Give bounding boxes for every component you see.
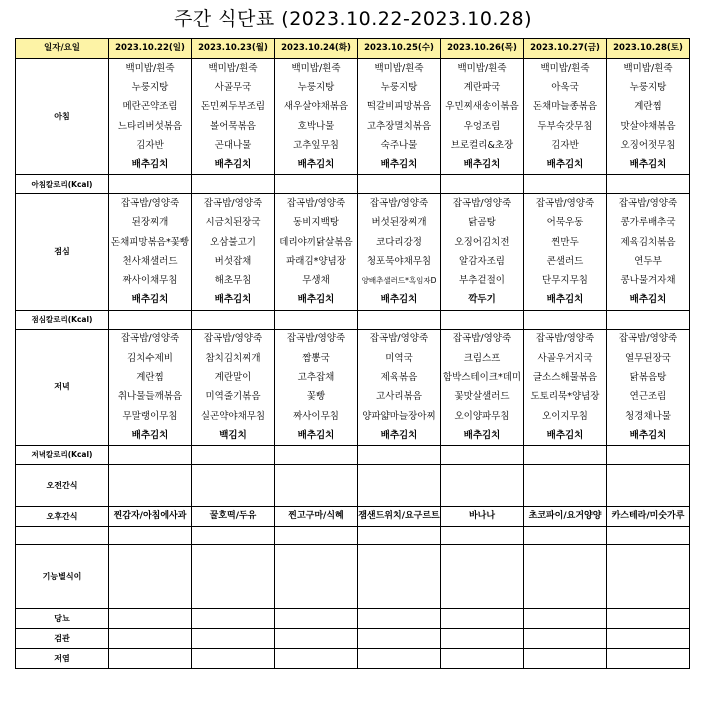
- empty-cell: [192, 649, 275, 669]
- dinner-kcal-row: [16, 446, 690, 465]
- menu-cell: 배추김치: [358, 291, 441, 310]
- menu-cell: 콩나물겨자채: [607, 271, 690, 290]
- menu-cell: 고추잡채: [275, 368, 358, 387]
- menu-cell: 연근조림: [607, 387, 690, 406]
- menu-cell: 잡곡밥/영양죽: [275, 194, 358, 213]
- empty-cell: [441, 649, 524, 669]
- menu-cell: 백김치: [192, 426, 275, 445]
- kcal-cell: [358, 310, 441, 329]
- low-fat-row: [16, 649, 690, 669]
- kcal-cell: [192, 175, 275, 194]
- menu-cell: 새우살야채볶음: [275, 97, 358, 116]
- morning-snack-row: [16, 465, 690, 507]
- empty-cell: [524, 649, 607, 669]
- menu-cell: 오징어젓무침: [607, 136, 690, 155]
- menu-cell: 김자반: [524, 136, 607, 155]
- day-header: 2023.10.26(목): [441, 39, 524, 59]
- kcal-cell: [109, 175, 192, 194]
- empty-cell: [441, 545, 524, 609]
- breakfast-row: [16, 117, 690, 136]
- menu-cell: 깍두기: [441, 291, 524, 310]
- row-label: 검관: [16, 629, 109, 649]
- breakfast-row: [16, 97, 690, 116]
- menu-cell: 잡곡밥/영양죽: [109, 194, 192, 213]
- menu-cell: 콘샐러드: [524, 252, 607, 271]
- menu-cell: 우엉조림: [441, 117, 524, 136]
- empty-cell: [524, 465, 607, 507]
- empty-cell: [16, 527, 109, 545]
- kcal-cell: [441, 446, 524, 465]
- kcal-cell: [441, 310, 524, 329]
- menu-cell: 배추김치: [192, 291, 275, 310]
- menu-cell: 느타리버섯볶음: [109, 117, 192, 136]
- lunch-row: [16, 252, 690, 271]
- header-corner: 일자/요일: [16, 39, 109, 59]
- menu-cell: 버섯잡채: [192, 252, 275, 271]
- breakfast-row: [16, 78, 690, 97]
- menu-cell: 글소스해물볶음: [524, 368, 607, 387]
- menu-cell: 콩가루배추국: [607, 213, 690, 232]
- menu-cell: 맛살야채볶음: [607, 117, 690, 136]
- menu-cell: 짜사이무침: [275, 407, 358, 426]
- breakfast-row: [16, 59, 690, 78]
- menu-cell: 배추김치: [524, 155, 607, 174]
- menu-cell: 배추김치: [192, 155, 275, 174]
- menu-cell: 백미밥/흰죽: [192, 59, 275, 78]
- breakfast-kcal-row: [16, 175, 690, 194]
- menu-cell: 닭볶음탕: [607, 368, 690, 387]
- menu-cell: 청포묵야채무침: [358, 252, 441, 271]
- lunch-row: [16, 291, 690, 310]
- menu-cell: 시금치된장국: [192, 213, 275, 232]
- menu-cell: 계란파국: [441, 78, 524, 97]
- afternoon-snack-row: [16, 507, 690, 527]
- dinner-row: [16, 349, 690, 368]
- menu-cell: 배추김치: [358, 426, 441, 445]
- empty-cell: [275, 629, 358, 649]
- breakfast-row: [16, 155, 690, 174]
- empty-cell: [275, 465, 358, 507]
- menu-cell: 배추김치: [109, 426, 192, 445]
- dinner-row: [16, 426, 690, 445]
- menu-cell: 함박스테이크*데미: [441, 368, 524, 387]
- menu-cell: 백미밥/흰죽: [275, 59, 358, 78]
- menu-cell: 고사리볶음: [358, 387, 441, 406]
- menu-cell: 사골무국: [192, 78, 275, 97]
- lunch-kcal-row: [16, 310, 690, 329]
- menu-cell: 계란찜: [109, 368, 192, 387]
- menu-cell: 아욱국: [524, 78, 607, 97]
- menu-cell: 백미밥/흰죽: [607, 59, 690, 78]
- menu-cell: 닭곰탕: [441, 213, 524, 232]
- menu-cell: 배추김치: [524, 291, 607, 310]
- empty-cell: [192, 527, 275, 545]
- menu-cell: 잡곡밥/영양죽: [441, 329, 524, 348]
- kcal-cell: [524, 446, 607, 465]
- menu-cell: 어묵우동: [524, 213, 607, 232]
- menu-cell: 오징어김치전: [441, 233, 524, 252]
- menu-cell: 잡곡밥/영양죽: [524, 329, 607, 348]
- empty-cell: [109, 465, 192, 507]
- menu-cell: 잡곡밥/영양죽: [109, 329, 192, 348]
- menu-cell: 청경채나물: [607, 407, 690, 426]
- empty-cell: [441, 527, 524, 545]
- menu-cell: 취나물들깨볶음: [109, 387, 192, 406]
- menu-cell: 양배추샐러드*흑임자D: [358, 271, 441, 290]
- menu-cell: 배추김치: [441, 426, 524, 445]
- breakfast-kcal-label: 아침칼로리(Kcal): [16, 175, 109, 194]
- menu-cell: 꽃빵: [275, 387, 358, 406]
- empty-cell: [607, 527, 690, 545]
- menu-cell: 잡곡밥/영양죽: [524, 194, 607, 213]
- menu-cell: 찐만두: [524, 233, 607, 252]
- menu-cell: 우민찌새송이볶음: [441, 97, 524, 116]
- day-header: 2023.10.23(월): [192, 39, 275, 59]
- kcal-cell: [275, 175, 358, 194]
- empty-cell: [192, 545, 275, 609]
- menu-cell: 참치김치찌개: [192, 349, 275, 368]
- kcal-cell: [275, 446, 358, 465]
- menu-cell: 배추김치: [275, 155, 358, 174]
- header-row: [16, 39, 690, 59]
- menu-cell: 김자반: [109, 136, 192, 155]
- kcal-cell: [109, 446, 192, 465]
- empty-cell: [441, 629, 524, 649]
- menu-cell: 미역국: [358, 349, 441, 368]
- menu-cell: 백미밥/흰죽: [358, 59, 441, 78]
- day-header: 2023.10.28(토): [607, 39, 690, 59]
- menu-cell: 사골우거지국: [524, 349, 607, 368]
- lunch-label: 점심: [16, 194, 109, 310]
- menu-cell: 실곤약야채무침: [192, 407, 275, 426]
- kcal-cell: [109, 310, 192, 329]
- menu-cell: 제육볶음: [358, 368, 441, 387]
- empty-cell: [524, 545, 607, 609]
- menu-cell: 메란곤약조림: [109, 97, 192, 116]
- menu-cell: 무생채: [275, 271, 358, 290]
- kcal-cell: [275, 310, 358, 329]
- menu-cell: 천사채샐러드: [109, 252, 192, 271]
- row-label: 저염: [16, 649, 109, 669]
- menu-cell: 배추김치: [275, 291, 358, 310]
- empty-cell: [607, 545, 690, 609]
- kcal-cell: [358, 175, 441, 194]
- empty-cell: [275, 649, 358, 669]
- snack-cell: 찐감자/아침에사과: [109, 507, 192, 527]
- menu-cell: 배추김치: [441, 155, 524, 174]
- menu-cell: 돈민찌두부조림: [192, 97, 275, 116]
- menu-cell: 배추김치: [524, 426, 607, 445]
- dinner-row: [16, 387, 690, 406]
- kcal-cell: [192, 310, 275, 329]
- snack-cell: 잼샌드위치/요구르트: [358, 507, 441, 527]
- empty-cell: [275, 609, 358, 629]
- empty-cell: [607, 629, 690, 649]
- dinner-row: [16, 368, 690, 387]
- kcal-cell: [607, 446, 690, 465]
- menu-cell: 부추겉절이: [441, 271, 524, 290]
- empty-cell: [192, 609, 275, 629]
- menu-cell: 오삼불고기: [192, 233, 275, 252]
- menu-cell: 누룽지탕: [358, 78, 441, 97]
- menu-cell: 백미밥/흰죽: [524, 59, 607, 78]
- menu-cell: 미역줄기볶음: [192, 387, 275, 406]
- menu-cell: 양파얇마늘장아찌: [358, 407, 441, 426]
- menu-cell: 누룽지탕: [607, 78, 690, 97]
- kcal-cell: [607, 175, 690, 194]
- row-label: 오후간식: [16, 507, 109, 527]
- menu-cell: 배추김치: [607, 155, 690, 174]
- menu-cell: 돈채피망볶음*꽃빵: [109, 233, 192, 252]
- lunch-row: [16, 194, 690, 213]
- lunch-kcal-label: 점심칼로리(Kcal): [16, 310, 109, 329]
- row-label: 당뇨: [16, 609, 109, 629]
- empty-cell: [192, 629, 275, 649]
- empty-cell: [358, 527, 441, 545]
- dinner-label: 저녁: [16, 329, 109, 445]
- lunch-row: [16, 271, 690, 290]
- menu-cell: 동비지백탕: [275, 213, 358, 232]
- dinner-kcal-label: 저녁칼로리(Kcal): [16, 446, 109, 465]
- empty-cell: [607, 465, 690, 507]
- empty-cell: [109, 649, 192, 669]
- menu-cell: 데리야끼닭살볶음: [275, 233, 358, 252]
- menu-cell: 단무지무침: [524, 271, 607, 290]
- menu-cell: 배추김치: [358, 155, 441, 174]
- menu-cell: 잡곡밥/영양죽: [607, 329, 690, 348]
- day-header: 2023.10.27(금): [524, 39, 607, 59]
- empty-cell: [358, 465, 441, 507]
- menu-cell: 누룽지탕: [275, 78, 358, 97]
- menu-cell: 배추김치: [275, 426, 358, 445]
- menu-cell: 고추잎무침: [275, 136, 358, 155]
- empty-cell: [524, 609, 607, 629]
- menu-cell: 배추김치: [607, 426, 690, 445]
- menu-cell: 돈채마늘종볶음: [524, 97, 607, 116]
- page-title: 주간 식단표 (2023.10.22-2023.10.28): [173, 8, 533, 30]
- menu-cell: 배추김치: [109, 155, 192, 174]
- menu-cell: 호박나물: [275, 117, 358, 136]
- empty-cell: [358, 545, 441, 609]
- kcal-cell: [524, 310, 607, 329]
- empty-cell: [192, 465, 275, 507]
- menu-cell: 무말랭이무침: [109, 407, 192, 426]
- day-header: 2023.10.22(일): [109, 39, 192, 59]
- dinner-row: [16, 329, 690, 348]
- menu-cell: 코다리강정: [358, 233, 441, 252]
- menu-cell: 누룽지탕: [109, 78, 192, 97]
- breakfast-row: [16, 136, 690, 155]
- day-header: 2023.10.24(화): [275, 39, 358, 59]
- menu-cell: 열무된장국: [607, 349, 690, 368]
- functional-food-row: [16, 545, 690, 609]
- menu-cell: 잡곡밥/영양죽: [441, 194, 524, 213]
- empty-cell: [109, 545, 192, 609]
- empty-cell: [109, 609, 192, 629]
- day-header: 2023.10.25(수): [358, 39, 441, 59]
- menu-cell: 잡곡밥/영양죽: [358, 194, 441, 213]
- dinner-row: [16, 407, 690, 426]
- meal-plan-table: [15, 38, 690, 669]
- menu-cell: 잡곡밥/영양죽: [192, 329, 275, 348]
- snack-cell: 카스테라/미숫가루: [607, 507, 690, 527]
- menu-cell: 잡곡밥/영양죽: [275, 329, 358, 348]
- menu-cell: 곤대나물: [192, 136, 275, 155]
- menu-cell: 고추장멸치볶음: [358, 117, 441, 136]
- menu-cell: 오이양파무침: [441, 407, 524, 426]
- snack-cell: 바나나: [441, 507, 524, 527]
- empty-cell: [441, 465, 524, 507]
- menu-cell: 크림스프: [441, 349, 524, 368]
- menu-cell: 배추김치: [109, 291, 192, 310]
- menu-cell: 연두부: [607, 252, 690, 271]
- menu-cell: 오이지무침: [524, 407, 607, 426]
- empty-cell: [441, 609, 524, 629]
- menu-cell: 잡곡밥/영양죽: [607, 194, 690, 213]
- menu-cell: 잡곡밥/영양죽: [358, 329, 441, 348]
- menu-cell: 제육김치볶음: [607, 233, 690, 252]
- low-salt-row: [16, 629, 690, 649]
- menu-cell: 김치수제비: [109, 349, 192, 368]
- empty-cell: [607, 649, 690, 669]
- empty-cell: [607, 609, 690, 629]
- menu-cell: 두부숙갓무침: [524, 117, 607, 136]
- spacer-row: [16, 527, 690, 545]
- snack-cell: 초코파이/요거양양: [524, 507, 607, 527]
- kcal-cell: [607, 310, 690, 329]
- menu-cell: 알감자조림: [441, 252, 524, 271]
- kcal-cell: [524, 175, 607, 194]
- row-label: 기능별식이: [16, 545, 109, 609]
- menu-cell: 계란찜: [607, 97, 690, 116]
- menu-cell: 볼어묵볶음: [192, 117, 275, 136]
- lunch-row: [16, 233, 690, 252]
- menu-cell: 백미밥/흰죽: [441, 59, 524, 78]
- menu-cell: 백미밥/흰죽: [109, 59, 192, 78]
- empty-cell: [109, 629, 192, 649]
- menu-cell: 된장찌개: [109, 213, 192, 232]
- row-label: 오전간식: [16, 465, 109, 507]
- empty-cell: [358, 629, 441, 649]
- menu-cell: 숙주나물: [358, 136, 441, 155]
- menu-cell: 도토리묵*양념장: [524, 387, 607, 406]
- empty-cell: [358, 609, 441, 629]
- menu-cell: 계란말이: [192, 368, 275, 387]
- empty-cell: [275, 527, 358, 545]
- snack-cell: 꿀호떡/두유: [192, 507, 275, 527]
- diabetes-row: [16, 609, 690, 629]
- menu-cell: 브로컬리&초장: [441, 136, 524, 155]
- empty-cell: [524, 629, 607, 649]
- kcal-cell: [358, 446, 441, 465]
- menu-cell: 꽃맛살샐러드: [441, 387, 524, 406]
- menu-cell: 버섯된장찌개: [358, 213, 441, 232]
- snack-cell: 찐고구마/식혜: [275, 507, 358, 527]
- menu-cell: 짜사이채무침: [109, 271, 192, 290]
- menu-cell: 배추김치: [607, 291, 690, 310]
- breakfast-label: 아침: [16, 59, 109, 175]
- menu-cell: 잡곡밥/영양죽: [192, 194, 275, 213]
- empty-cell: [358, 649, 441, 669]
- lunch-row: [16, 213, 690, 232]
- menu-cell: 해초무침: [192, 271, 275, 290]
- empty-cell: [275, 545, 358, 609]
- empty-cell: [524, 527, 607, 545]
- kcal-cell: [441, 175, 524, 194]
- menu-cell: 짬뽕국: [275, 349, 358, 368]
- empty-cell: [109, 527, 192, 545]
- menu-cell: 떡갈비피망볶음: [358, 97, 441, 116]
- menu-cell: 파래김*양념장: [275, 252, 358, 271]
- kcal-cell: [192, 446, 275, 465]
